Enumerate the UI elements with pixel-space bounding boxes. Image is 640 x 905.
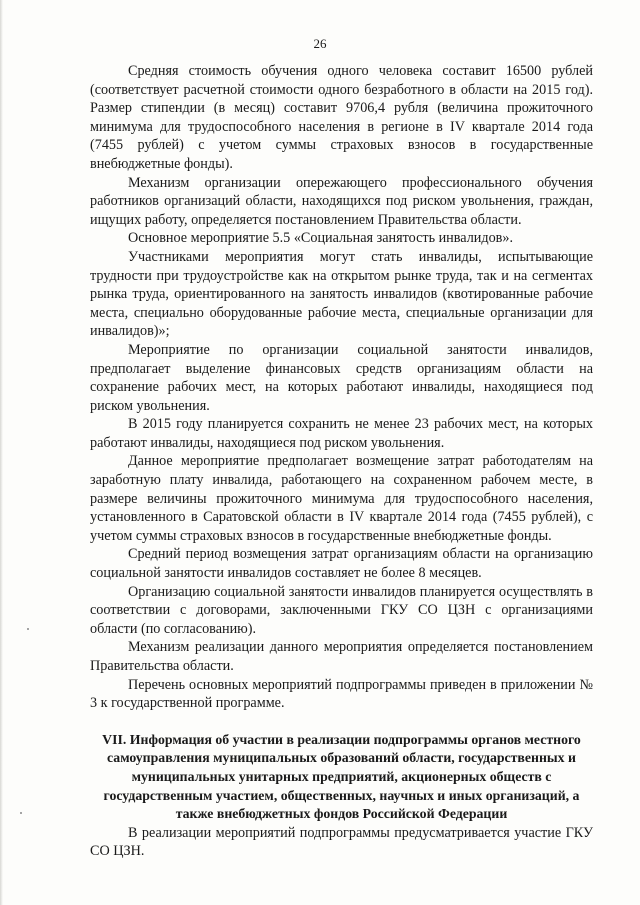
paragraph: Основное мероприятие 5.5 «Социальная занятость инвалидов».	[128, 230, 514, 247]
page-number: 26	[313, 36, 327, 51]
paragraph: В 2015 году планируется сохранить не менее 23 рабочих мест, на которых работают инвалиды, находящиеся под риском увольнения.	[90, 416, 593, 451]
scan-speck	[27, 628, 29, 630]
section-heading: VII. Информация об участии в реализации подпрограммы органов местного самоуправления муниципальных образований области, государственных и муниципальных унитарных предприятий, акционерных обществ с государственным участием, общественных, научных и иных организаций, а также внебюджетных фондов Российской Федерации	[102, 731, 581, 822]
scan-speck	[20, 812, 22, 814]
paragraph: Участниками мероприятия могут стать инвалиды, испытывающие трудности при трудоустройстве как на открытом рынке труда, так и на сегментах рынка труда, ориентированного на занятость инвалидов (квотированные рабочие места, специально оборудованные рабочие места, специальные организации для инвалидов)»;	[90, 248, 593, 340]
paragraph: Средняя стоимость обучения одного человека составит 16500 рублей (соответствует расчетной стоимости одного безработного в области на 2015 год). Размер стипендии (в месяц) составит 9706,4 рубля (величина прожиточного минимума для трудоспособного населения в регионе в IV квартале 2014 года (7455 рублей) с учетом суммы страховых взносов в государственные внебюджетные фонды).	[90, 63, 593, 172]
paragraph: Перечень основных мероприятий подпрограммы приведен в приложении № 3 к государственной программе.	[90, 676, 593, 712]
paragraph: Механизм организации опережающего профессионального обучения работников организаций области, находящихся под риском увольнения, граждан, ищущих работу, определяется постановлением Правительства области.	[90, 174, 593, 228]
paragraph: Организацию социальной занятости инвалидов планируется осуществлять в соответствии с договорами, заключенными ГКУ СО ЦЗН с организациями области (по согласованию).	[90, 583, 593, 637]
paragraph: Мероприятие по организации социальной занятости инвалидов, предполагает выделение финансовых средств организациям области на сохранение рабочих мест, на которых работают инвалиды, находящиеся под риском увольнения.	[90, 341, 593, 414]
body-text	[90, 62, 593, 861]
paragraph: В реализации мероприятий подпрограммы предусматривается участие ГКУ СО ЦЗН.	[90, 824, 593, 860]
paragraph: Данное мероприятие предполагает возмещение затрат работодателям на заработную плату инвалида, работающего на сохраненном рабочем месте, в размере величины прожиточного минимума для трудоспособного населения, установленного в Саратовской области в IV квартале 2014 года (7455 рублей), с учетом суммы страховых взносов в государственные внебюджетные фонды.	[90, 453, 593, 544]
scan-edge-shadow	[0, 0, 3, 905]
paragraph: Средний период возмещения затрат организациям области на организацию социальной занятости инвалидов составляет не более 8 месяцев.	[90, 546, 593, 582]
paragraph: Механизм реализации данного мероприятия определяется постановлением Правительства области.	[90, 639, 593, 674]
